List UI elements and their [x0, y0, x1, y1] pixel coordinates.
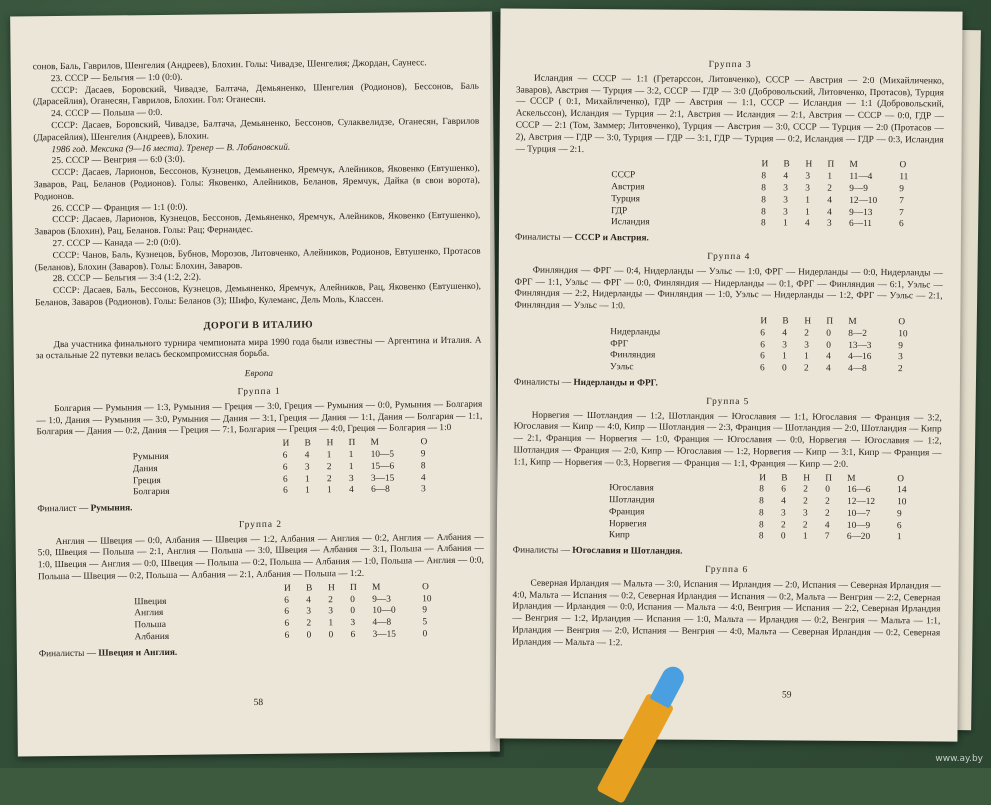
left-page [10, 11, 500, 756]
page-number: 59 [781, 690, 792, 701]
header-cell: В [782, 316, 789, 327]
stat-cell: 6 [896, 520, 902, 531]
finalists-line [513, 546, 941, 561]
team-name-cell: Кипр [608, 530, 630, 541]
group-title: Группа 5 [706, 396, 750, 407]
stat-cell: 1 [805, 207, 810, 218]
group-title: Группа 2 [238, 519, 283, 531]
stat-cell: 3 [805, 183, 810, 194]
team-name-cell: Нидерланды [610, 326, 661, 338]
header-cell: Н [326, 438, 334, 449]
header-cell: И [760, 316, 768, 327]
stat-cell: 3 [782, 339, 787, 350]
stat-cell: 1 [327, 485, 332, 496]
standings-table [134, 582, 453, 644]
stat-cell: 0 [782, 363, 787, 374]
header-cell: Н [804, 316, 812, 327]
header-cell: В [783, 159, 790, 170]
paragraph: 1986 год. Мексика (9—16 места). Тренер — В. Лобановский. [51, 142, 291, 155]
team-name-cell: Англия [134, 608, 164, 619]
paragraph: СССР: Дасаев, Боровский, Чивадзе, Балтача, Демьяненко, Шенгелия (Родионов), Бессонов, Баль (Дарасейлия), Оганесян, Гаврилов, Блохин. Гол: Оганесян. [32, 81, 479, 108]
stat-cell: 1 [304, 473, 310, 484]
header-cell: О [899, 160, 907, 171]
stat-cell: 3 [421, 484, 426, 495]
header-cell: М [370, 437, 379, 448]
stat-cell: 1 [305, 485, 310, 496]
finalists-label: Финалисты — [512, 545, 570, 557]
header-cell: В [306, 583, 313, 594]
team-name-cell: Франция [609, 507, 645, 518]
stat-cell: 3—15 [372, 629, 396, 640]
team-name-cell: Исландия [611, 217, 650, 228]
stat-cell: 1 [328, 618, 334, 629]
stat-cell: 3 [827, 219, 832, 230]
stat-cell: 6 [760, 327, 765, 338]
paragraph: 25. СССР — Венгрия — 6:0 (3:0). [51, 155, 185, 167]
stat-cell: 8 [761, 171, 767, 182]
stat-cell: 12—10 [849, 195, 878, 206]
team-name-cell: ФРГ [610, 338, 629, 349]
finalists-line [515, 233, 943, 248]
stat-cell: 6 [899, 219, 904, 230]
stat-cell: 6 [760, 363, 765, 374]
team-name-cell: Уэльс [610, 362, 634, 373]
right-page-content [512, 53, 944, 653]
stat-cell: 8 [420, 460, 426, 471]
stat-cell: 10 [898, 328, 908, 339]
paragraph: 24. СССР — Польша — 0:0. [51, 108, 163, 120]
stat-cell: 11 [899, 172, 909, 183]
stat-cell: 4 [783, 171, 789, 182]
stat-cell: 8 [759, 484, 764, 495]
stat-cell: 6 [284, 607, 290, 618]
header-cell: В [781, 472, 788, 483]
header-cell: П [348, 438, 356, 449]
group-results: Северная Ирландия — Мальта — 3:0, Испания — Ирландия — 2:0, Испания — Северная Ирландия — 4:0, Мальта — Испания — 0:2, Северная Ирландия — Испания — 0:2, Мальта — Венгрия — 2:2, Северная Ирландия — Ирландия — 0:0, Испания — Мальта — 4:0, Венгрия — Испания — 2:2, Северная Ирландия — Венгрия — 1:2, Ирландия — Испания — 1:0, Мальта — Ирландия — 0:2, Венгрия — Мальта — 1:1, Ирландия — Венгрия — 2:0, Испания — Венгрия — 4:0, Мальта — Северная Ирландия — 0:2, Северная Ирландия — Мальта — 1:2. [512, 578, 941, 649]
stat-cell: 7 [899, 207, 904, 218]
group-results: Финляндия — ФРГ — 0:4, Нидерланды — Уэльс — 1:0, ФРГ — Нидерланды — 0:0, Нидерланды — ФРГ — 1:1, Уэльс — ФРГ — 0:0, Финляндия — Нидерланды — 0:1, ФРГ — Финляндия — 6:1, Уэльс — Финляндия — 2:2, Нидерланды — Финляндия — 1:0, Уэльс — Нидерланды — 1:2, ФРГ — Уэльс — 2:1, Финляндия — Уэльс — 1:0. [514, 265, 943, 312]
header-cell: Н [805, 159, 813, 170]
stat-cell: 8 [758, 519, 764, 530]
group-results: Англия — Швеция — 0:0, Албания — Швеция — 1:2, Албания — Англия — 0:2, Англия — Албания — 5:0, Швеция — Польша — 2:1, Англия — Польша — 3:0, Швеция — Албания — 3:1, Польша — Албания — 1:0, Швеция — Англия — 0:0, Швеция — Польша — 0:2, Польша — Албания — 1:0, Польша — Англия — 0:0, Польша — Швеция — 0:2, Польша — Албания — 2:1, Албания — Польша — 1:2. [37, 532, 484, 583]
watermark: www.ay.by [935, 754, 983, 764]
stat-cell: 0 [422, 629, 428, 640]
stat-cell: 3 [350, 618, 356, 629]
stat-cell: 4 [805, 218, 810, 229]
header-cell: И [759, 472, 767, 483]
standings-table [610, 315, 928, 376]
team-name-cell: Румыния [132, 451, 169, 463]
stat-cell: 6 [284, 630, 290, 641]
header-cell: В [304, 438, 311, 449]
team-name-cell: Швеция [134, 596, 167, 607]
stat-cell: 6 [282, 462, 288, 473]
group-results: Норвегия — Шотландия — 1:2, Шотландия — Югославия — 1:1, Югославия — Франция — 3:2, Югославия — Кипр — 4:0, Кипр — Шотландия — 2:3, Франция — Шотландия — 2:0, Шотландия — Кипр — 2:1, Франция — Норвегия — 1:0, Франция — Югославия — 0:0, Норвегия — Югославия — 1:2, Шотландия — Франция — 2:0, Кипр — Югославия — 1:2, Норвегия — Кипр — 3:1, Кипр — Франция — 1:1, Кипр — Норвегия — 0:3, Норвегия — Франция — 1:1, Франция — Кипр — 2:0. [513, 410, 942, 470]
header-cell: О [898, 317, 906, 328]
stat-cell: 6 [284, 618, 290, 629]
stat-cell: 4 [827, 195, 832, 206]
right-page [495, 8, 962, 741]
stat-cell: 9—3 [372, 594, 391, 605]
stat-cell: 8—2 [848, 328, 867, 339]
paragraph: сонов, Баль, Гаврилов, Шенгелия (Андреев), Блохин. Голы: Чивадзе, Шенгелия; Джордан, Саунесс. [32, 58, 427, 73]
team-name-cell: Турция [611, 193, 641, 205]
stat-cell: 8 [761, 206, 766, 217]
stat-cell: 3—15 [370, 473, 395, 484]
header-cell: М [847, 473, 856, 484]
stat-cell: 2 [328, 594, 333, 605]
stat-cell: 0 [825, 484, 830, 496]
paragraph: 23. СССР — Бельгия — 1:0 (0:0). [50, 72, 183, 84]
header-cell: И [282, 438, 290, 449]
stat-cell: 2 [825, 496, 830, 507]
team-name-cell: Дания [132, 463, 158, 474]
stat-cell: 1 [348, 461, 354, 472]
stat-cell: 1 [782, 351, 787, 362]
stat-cell: 6 [283, 485, 288, 497]
paragraph: СССР: Дасаев, Боровский, Чивадзе, Балтача, Демьяненко, Бессонов, Сулаквелидзе, Оганесян, Гаврилов (Дарасейлия), Шенгелия (Андреев), Блохин. [33, 116, 480, 144]
stat-cell: 8 [759, 496, 764, 507]
stat-cell: 10 [422, 593, 432, 604]
stat-cell: 0 [826, 340, 831, 351]
stat-cell: 10—7 [846, 508, 871, 519]
stat-cell: 2 [827, 183, 832, 194]
stat-cell: 6 [781, 484, 786, 495]
stat-cell: 6—8 [371, 484, 390, 496]
stat-cell: 9—13 [849, 207, 873, 218]
header-cell: П [826, 316, 834, 327]
finalists-label: Финалисты — [514, 232, 573, 244]
stat-cell: 6—11 [849, 219, 872, 230]
stat-cell: 8 [761, 194, 766, 206]
finalists-names: Нидерланды и ФРГ. [573, 377, 658, 389]
team-name-cell: ГДР [611, 205, 628, 216]
finalists-label: Финалисты — [38, 648, 97, 660]
stat-cell: 6 [282, 450, 288, 461]
stat-cell: 3 [803, 508, 808, 519]
stat-cell: 3 [805, 171, 811, 182]
stat-cell: 1 [783, 218, 788, 229]
stat-cell: 3 [898, 352, 903, 363]
header-cell: О [422, 582, 429, 593]
stat-cell: 9 [898, 340, 903, 351]
stat-cell: 0 [350, 594, 355, 605]
header-cell: М [849, 160, 858, 171]
paragraph: 26. СССР — Франция — 1:1 (0:0). [52, 202, 188, 214]
group-title: Группа 4 [707, 251, 751, 263]
stat-cell: 0 [780, 531, 786, 542]
stat-cell: 6 [350, 630, 356, 641]
stat-cell: 4 [826, 352, 831, 363]
finalists-label: Финалисты — [513, 377, 572, 388]
group-title: Группа 3 [708, 59, 752, 71]
header-cell: И [761, 159, 769, 170]
team-name-cell: Финляндия [610, 350, 656, 361]
stat-cell: 8 [761, 218, 766, 229]
stat-cell: 6 [282, 474, 288, 485]
standings-table [609, 472, 927, 545]
stat-cell: 9 [420, 449, 426, 460]
finalists-label: Финалист — [37, 503, 89, 515]
stat-cell: 8 [761, 183, 766, 194]
stat-cell: 3 [804, 340, 809, 351]
finalists-line [37, 500, 483, 516]
standings-table [611, 159, 929, 232]
stat-cell: 10—0 [372, 606, 396, 617]
stat-cell: 4 [304, 450, 310, 461]
stat-cell: 10—5 [370, 449, 395, 460]
stat-cell: 1 [805, 195, 810, 206]
team-name-cell: Польша [134, 620, 166, 631]
stat-cell: 4—8 [372, 617, 392, 629]
stat-cell: 4 [420, 472, 426, 483]
stat-cell: 0 [306, 630, 312, 641]
table-row [611, 218, 929, 232]
stat-cell: 2 [326, 461, 332, 472]
group-title: Группа 6 [705, 564, 749, 576]
paragraph: СССР: Дасаев, Ларионов, Бессонов, Кузнецов, Демьяненко, Яремчук, Алейников, Яковенко (Евтушенко), Заваров, Рац, Беланов (Родионов). Голы: Яковенко, Алейников, Беланов, Яремчук, Дайка (в свои ворота), Родионов. [33, 163, 480, 203]
stat-cell: 1 [804, 351, 809, 362]
team-name-cell: Шотландия [609, 495, 655, 506]
table-row [133, 484, 451, 499]
header-cell: П [827, 160, 835, 171]
region-label: Европа [244, 368, 274, 380]
stat-cell: 2 [802, 520, 808, 531]
stat-cell: 2 [803, 496, 808, 507]
intro-paragraph: Два участника финального турнира чемпионата мира 1990 года были известны — Аргентина и Италия. А за остальные 22 путевки велась бескомпромиссная борьба. [35, 335, 482, 362]
stat-cell: 4 [826, 363, 831, 374]
header-cell [610, 315, 760, 328]
stat-cell: 9 [422, 605, 428, 616]
stat-cell: 0 [826, 328, 831, 339]
stat-cell: 2 [306, 618, 312, 629]
stat-cell: 14 [897, 485, 907, 496]
stat-cell: 3 [306, 606, 312, 617]
finalists-names: Швеция и Англия. [98, 647, 178, 659]
stat-cell: 4 [349, 485, 354, 496]
stat-cell: 6 [284, 595, 289, 606]
team-name-cell: Болгария [133, 487, 170, 498]
stat-cell: 3 [304, 462, 310, 473]
header-cell: П [350, 582, 357, 593]
header-cell [611, 159, 761, 172]
team-name-cell: Албания [134, 631, 170, 643]
stat-cell: 9 [899, 184, 904, 195]
stat-cell: 4 [824, 520, 830, 531]
stat-cell: 2 [898, 364, 903, 375]
paragraph: СССР: Дасаев, Ларионов, Кузнецов, Бессонов, Демьяненко, Яремчук, Алейников, Яковенко (Евтушенко), Заваров (Блохин), Рац, Беланов. Голы: Рац; Фернандес. [34, 210, 481, 238]
paragraph: СССР: Дасаев, Баль, Бессонов, Кузнецов, Демьяненко, Яремчук, Алейников, Рац, Яковенко (Евтушенко), Беланов, Заваров (Родионов). Голы: Беланов (3); Шифо, Кулеманс, Дель Моль, Классен. [35, 281, 482, 309]
stat-cell: 7 [899, 195, 904, 206]
stat-cell: 1 [326, 450, 332, 461]
finalists-line [514, 377, 942, 392]
stat-cell: 15—6 [370, 461, 395, 472]
header-cell: Н [803, 473, 811, 484]
header-cell: М [372, 582, 381, 593]
stat-cell: 4 [306, 595, 311, 606]
stat-cell: 10—9 [846, 520, 871, 531]
group-title: Группа 1 [237, 386, 281, 398]
stat-cell: 1 [348, 449, 354, 460]
header-cell [609, 472, 759, 485]
finalists-names: СССР и Австрия. [574, 233, 649, 244]
stat-cell: 1 [802, 532, 808, 543]
stat-cell: 1 [827, 171, 833, 182]
table-row [610, 362, 928, 376]
stat-cell: 8 [758, 531, 764, 542]
left-page-content [33, 58, 485, 663]
stat-cell: 3 [328, 606, 334, 617]
header-cell: О [420, 437, 428, 448]
stat-cell: 2 [326, 473, 332, 484]
stat-cell: 2 [804, 328, 809, 339]
header-cell: О [897, 473, 905, 484]
table-row [135, 629, 453, 644]
paragraph: СССР: Чанов, Баль, Кузнецов, Бубнов, Морозов, Литовченко, Алейников, Родионов, Евтушенко, Протасов (Беланов), Блохин (Заваров). Голы: Блохин, Заваров. [34, 246, 481, 273]
stat-cell: 9 [896, 509, 902, 520]
section-title: ДОРОГИ В ИТАЛИЮ [203, 319, 314, 332]
stat-cell: 1 [896, 532, 902, 543]
stat-cell: 2 [803, 484, 808, 495]
paragraph: 28. СССР — Бельгия — 3:4 (1:2, 2:2). [52, 272, 202, 285]
stat-cell: 16—6 [847, 485, 871, 496]
stat-cell: 2 [804, 363, 809, 374]
team-name-cell: Греция [132, 475, 161, 486]
stat-cell: 3 [783, 183, 788, 194]
stat-cell: 0 [350, 606, 356, 617]
stat-cell: 6 [760, 351, 765, 362]
stat-cell: 10 [897, 497, 907, 508]
stat-cell: 9—9 [849, 183, 868, 194]
standings-table [133, 437, 452, 499]
page-number: 58 [253, 697, 264, 709]
stat-cell: 13—3 [848, 340, 872, 351]
team-name-cell: СССР [611, 170, 636, 181]
group-results: Болгария — Румыния — 1:3, Румыния — Греция — 3:0, Греция — Румыния — 0:0, Румыния — Болгария — 1:0, Дания — Румыния — 3:0, Румыния — Дания — 3:1, Греция — Дания — 1:1, Дания — Болгария — 1:1, Болгария — Дания — 0:2, Дания — Греция — 7:1, Болгария — Греция — 4:0, Греция — Болгария — 1:0 [36, 399, 483, 438]
stat-cell: 4 [827, 207, 832, 218]
team-name-cell: Норвегия [608, 518, 647, 530]
stat-cell: 4 [781, 496, 786, 507]
stat-cell: 7 [824, 532, 830, 543]
stat-cell: 12—12 [847, 496, 876, 508]
team-name-cell: Австрия [611, 182, 645, 193]
stat-cell: 3 [783, 206, 788, 217]
header-cell: И [284, 583, 291, 594]
paragraph: 27. СССР — Канада — 2:0 (0:0). [52, 237, 181, 250]
stat-cell: 6—20 [846, 532, 871, 543]
stat-cell: 4—16 [848, 352, 872, 363]
group-results: Исландия — СССР — 1:1 (Гретарссон, Литовченко), СССР — Австрия — 2:0 (Михайличенко, Заваров), Австрия — Турция — 3:2, СССР — ГДР — 3:0 (Добровольский, Литовченко, Протасов), Турция — СССР ( 0:1, Михайличенко), ГДР — Австрия — 1:1, СССР — Исландия — 1:1 (Добровольский, Аскельссон), Исландия — Турция — 2:1, Австрия — Исландия — 2:1, Австрия — СССР — 0:0, ГДР — СССР — 2:1 (Том, Заммер; Литовченко), Турция — Австрия — 3:0, СССР — Турция — 2:0 (Протасов — 2), Австрия — ГДР — 3:0, Турция — ГДР — 3:1, ГДР — Турция — 0:2, Исландия — ГДР — 0:3, Исландия — Турция — 2:1. [515, 73, 945, 155]
stat-cell: 3 [781, 508, 786, 519]
team-name-cell: Югославия [609, 483, 654, 494]
header-cell: М [848, 316, 857, 327]
header-cell: П [825, 473, 833, 484]
finalists-names: Югославия и Шотландия. [572, 546, 683, 557]
stat-cell: 6 [760, 339, 765, 350]
table-row [609, 531, 927, 545]
finalists-names: Румыния. [90, 503, 133, 514]
header-cell: Н [328, 583, 335, 594]
finalists-line [39, 644, 485, 660]
stat-cell: 5 [422, 617, 428, 628]
stat-cell: 3 [783, 195, 788, 206]
stat-cell: 3 [348, 473, 354, 484]
stat-cell: 2 [825, 508, 830, 519]
stat-cell: 4 [782, 328, 787, 339]
stat-cell: 11—4 [849, 172, 873, 183]
stat-cell: 2 [780, 520, 786, 531]
stat-cell: 0 [328, 630, 334, 641]
stat-cell: 4—8 [848, 363, 867, 375]
stat-cell: 8 [759, 508, 764, 519]
